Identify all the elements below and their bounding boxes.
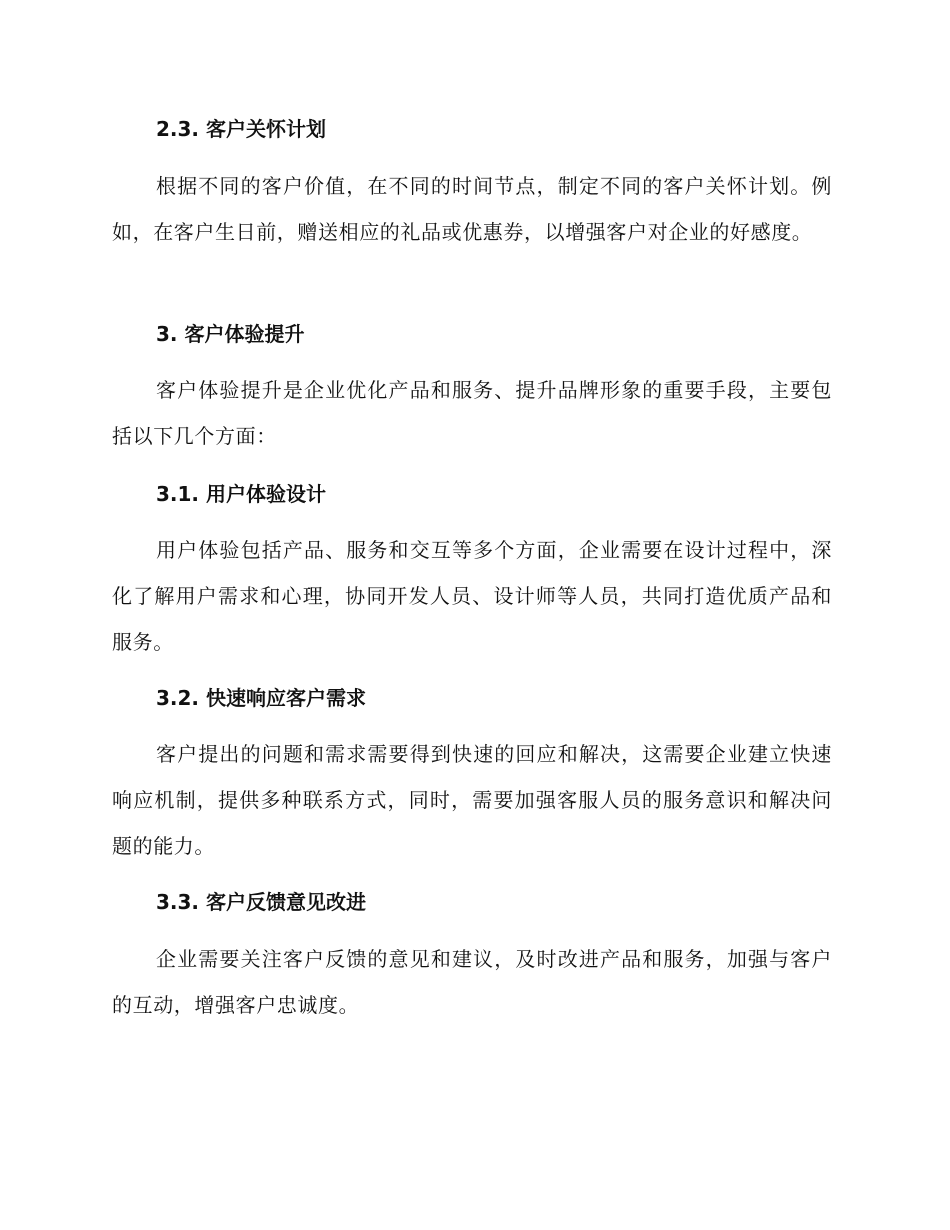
section-paragraph-3-1: 用户体验包括产品、服务和交互等多个方面，企业需要在设计过程中，深化了解用户需求和心理，协同开发人员、设计师等人员，共同打造优质产品和服务。	[112, 538, 832, 654]
section-heading-3-2: 3.2. 快速响应客户需求	[156, 686, 366, 710]
section-paragraph-3-3: 企业需要关注客户反馈的意见和建议，及时改进产品和服务，加强与客户的互动，增强客户忠诚度。	[112, 947, 832, 1017]
section-heading-3-1: 3.1. 用户体验设计	[156, 482, 326, 506]
section-paragraph-2-3: 根据不同的客户价值，在不同的时间节点，制定不同的客户关怀计划。例如，在客户生日前，赠送相应的礼品或优惠券，以增强客户对企业的好感度。	[112, 174, 832, 244]
section-heading-2-3: 2.3. 客户关怀计划	[156, 117, 326, 141]
section-heading-3-3: 3.3. 客户反馈意见改进	[156, 890, 366, 914]
section-heading-3: 3. 客户体验提升	[156, 322, 305, 346]
section-paragraph-3: 客户体验提升是企业优化产品和服务、提升品牌形象的重要手段，主要包括以下几个方面：	[112, 378, 832, 448]
section-paragraph-3-2: 客户提出的问题和需求需要得到快速的回应和解决，这需要企业建立快速响应机制，提供多种联系方式，同时，需要加强客服人员的服务意识和解决问题的能力。	[112, 742, 832, 858]
